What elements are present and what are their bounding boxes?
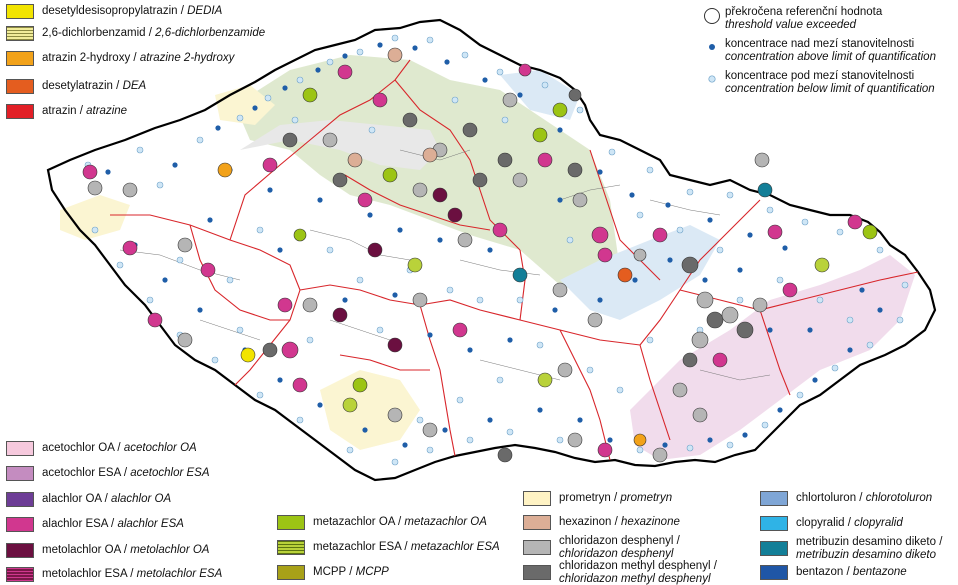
legend-label-en: clopyralid <box>854 517 903 529</box>
legend-label-en: acetochlor ESA <box>130 467 209 479</box>
legend-item: alachlor OA / alachlor OA <box>6 492 171 507</box>
legend-label-en: concentration above limit of quantification <box>725 51 936 64</box>
legend-label-cz: acetochlor OA <box>42 442 114 454</box>
legend-swatch-dedia <box>6 4 34 19</box>
legend-label-cz: metolachlor OA <box>42 544 121 556</box>
legend-swatch-chloridazon-methyl-desphenyl <box>523 565 551 580</box>
legend-swatch-chloridazon-desphenyl <box>523 540 551 555</box>
legend-item: hexazinon / hexazinone <box>523 515 680 530</box>
legend-label-cz: desetylatrazin <box>42 80 113 92</box>
legend-label-cz: metazachlor OA <box>313 516 395 528</box>
legend-item: bentazon / bentazone <box>760 565 907 580</box>
legend-label-cz: chloridazon desphenyl <box>559 535 673 547</box>
legend-item <box>725 70 935 95</box>
legend-label-cz: clopyralid <box>796 517 845 529</box>
legend-swatch-bentazone <box>760 565 788 580</box>
legend-item <box>725 38 936 63</box>
legend-label-en: DEA <box>123 80 147 92</box>
legend-item: metazachlor OA / metazachlor OA <box>277 515 487 530</box>
legend-item: metazachlor ESA / metazachlor ESA <box>277 540 500 555</box>
legend-item: metolachlor ESA / metolachlor ESA <box>6 567 222 582</box>
legend-label-cz: alachlor OA <box>42 493 101 505</box>
legend-label-cz: metribuzin desamino diketo <box>796 536 936 548</box>
legend-label-en: DEDIA <box>187 5 222 17</box>
legend-label-cz: atrazin <box>42 105 77 117</box>
legend-label-en: alachlor ESA <box>117 518 183 530</box>
legend-label-en: chloridazon desphenyl <box>559 548 680 561</box>
legend-swatch-acetochlor-esa <box>6 466 34 481</box>
legend-item: chlortoluron / chlorotoluron <box>760 491 932 506</box>
legend-label-cz: chlortoluron <box>796 492 856 504</box>
legend-swatch-metribuzin <box>760 541 788 556</box>
legend-label-cz: koncentrace pod mezí stanovitelnosti <box>725 70 914 83</box>
legend-label-en: bentazone <box>853 566 907 578</box>
legend-swatch-hexazinone <box>523 515 551 530</box>
legend-swatch-atrazine <box>6 104 34 119</box>
threshold-symbol-icon <box>705 9 720 24</box>
legend-swatch-metolachlor-esa <box>6 567 34 582</box>
legend-label-cz: prometryn <box>559 492 611 504</box>
above-loq-symbol-icon <box>709 44 715 50</box>
legend-label-cz: acetochlor ESA <box>42 467 121 479</box>
legend-label-en: atrazine <box>86 105 127 117</box>
legend-label-en: atrazine 2-hydroxy <box>140 52 235 64</box>
legend-item: MCPP / MCPP <box>277 565 389 580</box>
legend-label-cz: překročena referenční hodnota <box>725 6 882 19</box>
legend-label-en: MCPP <box>356 566 389 578</box>
legend-label-en: chlorotoluron <box>866 492 932 504</box>
legend-label-cz: MCPP <box>313 566 346 578</box>
legend-item <box>725 6 882 31</box>
legend-label-cz: bentazon <box>796 566 843 578</box>
legend-item: desetyldesisopropylatrazin / DEDIA <box>6 4 222 19</box>
legend-item: desetylatrazin / DEA <box>6 79 146 94</box>
legend-label-cz: chloridazon methyl desphenyl <box>559 560 711 572</box>
legend-item: chloridazon desphenyl / chloridazon desphenyl <box>523 535 680 560</box>
legend-label-en: chloridazon methyl desphenyl <box>559 573 717 585</box>
legend-item: metolachlor OA / metolachlor OA <box>6 543 209 558</box>
legend-swatch-dea <box>6 79 34 94</box>
legend-label-en: metazachlor ESA <box>411 541 500 553</box>
legend-label-en: alachlor OA <box>111 493 171 505</box>
legend-label-cz: atrazin 2-hydroxy <box>42 52 130 64</box>
legend-swatch-metazachlor-oa <box>277 515 305 530</box>
legend-label-en: concentration below limit of quantification <box>725 83 935 96</box>
legend-item: alachlor ESA / alachlor ESA <box>6 517 184 532</box>
legend-item: acetochlor ESA / acetochlor ESA <box>6 466 210 481</box>
legend-swatch-clopyralid <box>760 516 788 531</box>
legend-label-en: threshold value exceeded <box>725 19 856 32</box>
legend-item: 2,6-dichlorbenzamid / 2,6-dichlorbenzamide <box>6 26 265 41</box>
legend-swatch-atrazine-2-hydroxy <box>6 51 34 66</box>
legend-item: atrazin / atrazine <box>6 104 127 119</box>
legend-label-cz: 2,6-dichlorbenzamid <box>42 27 146 39</box>
legend-label-en: 2,6-dichlorbenzamide <box>155 27 265 39</box>
legend-item: chloridazon methyl desphenyl / chloridazon methyl desphenyl <box>523 560 717 585</box>
legend-label-en: metazachlor OA <box>404 516 486 528</box>
legend-swatch-chlorotoluron <box>760 491 788 506</box>
legend-label-en: metolachlor ESA <box>137 568 223 580</box>
legend-swatch-alachlor-oa <box>6 492 34 507</box>
legend-label-en: metribuzin desamino diketo <box>796 549 942 562</box>
legend-item: clopyralid / clopyralid <box>760 516 903 531</box>
legend-swatch-acetochlor-oa <box>6 441 34 456</box>
legend-label-cz: alachlor ESA <box>42 518 108 530</box>
legend-label-cz: desetyldesisopropylatrazin <box>42 5 178 17</box>
area-yellow-south <box>320 370 420 450</box>
legend-swatch-dichlorbenzamid <box>6 26 34 41</box>
legend-swatch-metolachlor-oa <box>6 543 34 558</box>
legend-label-en: hexazinone <box>621 516 680 528</box>
legend-item: acetochlor OA / acetochlor OA <box>6 441 197 456</box>
legend-item: prometryn / prometryn <box>523 491 672 506</box>
legend-swatch-metazachlor-esa <box>277 540 305 555</box>
legend-label-cz: koncentrace nad mezí stanovitelnosti <box>725 38 914 51</box>
legend-label-en: acetochlor OA <box>124 442 197 454</box>
legend-label-cz: metazachlor ESA <box>313 541 401 553</box>
legend-label-en: metolachlor OA <box>130 544 209 556</box>
legend-swatch-prometryn <box>523 491 551 506</box>
legend-label-cz: metolachlor ESA <box>42 568 127 580</box>
legend-item: atrazin 2-hydroxy / atrazine 2-hydroxy <box>6 51 234 66</box>
below-loq-symbol-icon <box>709 76 715 82</box>
legend-swatch-mcpp <box>277 565 305 580</box>
legend-swatch-alachlor-esa <box>6 517 34 532</box>
legend-label-cz: hexazinon <box>559 516 611 528</box>
legend-item: metribuzin desamino diketo / metribuzin desamino diketo <box>760 536 942 561</box>
legend-label-en: prometryn <box>620 492 672 504</box>
symbol-legend-marks <box>705 9 720 83</box>
